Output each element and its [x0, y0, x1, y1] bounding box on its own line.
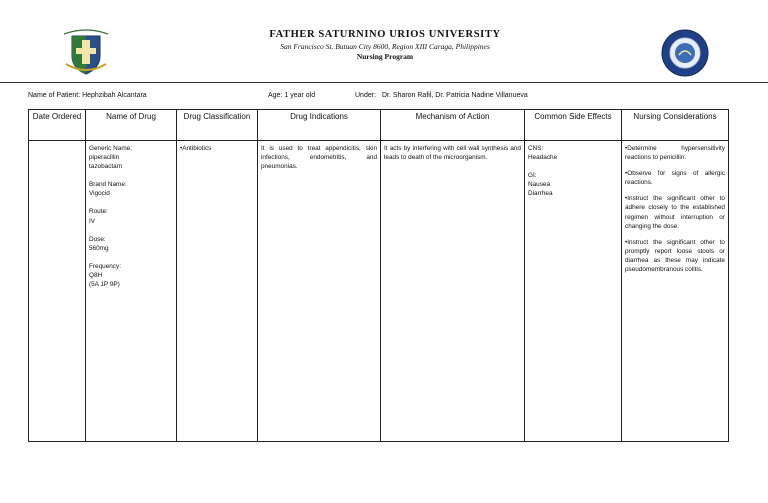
header-drug-classification: Drug Classification — [177, 110, 258, 141]
attending-physicians-line — [355, 92, 528, 99]
gi-label: GI: — [528, 172, 537, 180]
university-address: San Francisco St. Butuan City 8600, Region XIII Caraga, Philippines — [280, 42, 490, 51]
table-header-row — [29, 110, 729, 141]
document-header — [160, 29, 610, 61]
patient-age: 1 year old — [284, 92, 316, 99]
patient-age-label: Age: — [268, 92, 283, 99]
gi-effect-2: Diarrhea — [528, 190, 553, 198]
cell-mechanism-of-action: It acts by interfering with cell wall synthesis and leads to death of the microorganism. — [381, 141, 525, 442]
nursing-consideration-item: •Determine hypersensitivity reactions to penicillin. — [625, 145, 725, 162]
gi-effect-1: Nausea — [528, 181, 551, 189]
nursing-consideration-item: •Instruct the significant other to promptly report loose stools or diarrhea as these may indicate pseudomembranous colitis. — [625, 238, 725, 274]
program-name: Nursing Program — [356, 52, 414, 61]
nursing-consideration-item: •Instruct the significant other to adhere closely to the established regimen without interruption or changing the dose. — [625, 195, 725, 230]
cell-name-of-drug — [86, 141, 177, 442]
header-name-of-drug: Name of Drug — [86, 110, 177, 141]
brand-name: Vigocid — [89, 190, 110, 198]
dose-label: Dose: — [89, 235, 106, 243]
university-name: FATHER SATURNINO URIOS UNIVERSITY — [269, 29, 501, 40]
table-row — [29, 141, 729, 442]
patient-name-line — [28, 92, 147, 99]
generic-name-line2: tazobactam — [89, 163, 123, 171]
header-date-ordered: Date Ordered — [29, 110, 86, 141]
header-nursing-considerations: Nursing Considerations — [622, 110, 729, 141]
patient-name: Hephzibah Alcantara — [82, 92, 147, 99]
route: IV — [89, 217, 96, 225]
cell-common-side-effects — [525, 141, 622, 442]
generic-name-label: Generic Name: — [89, 145, 132, 152]
cell-drug-indications: It is used to treat appendicitis, skin infections, endometritis, and pneumonias. — [258, 141, 381, 442]
attending-physicians: Dr. Sharon Rafil, Dr. Patricia Nadine Villanueva — [381, 92, 528, 99]
header-divider — [0, 82, 768, 83]
header-common-side-effects: Common Side Effects — [525, 110, 622, 141]
drug-study-table — [28, 109, 729, 442]
cell-drug-classification: •Antibiotics — [177, 141, 258, 442]
header-drug-indications: Drug Indications — [258, 110, 381, 141]
patient-name-label: Name of Patient: — [28, 92, 81, 99]
university-shield-logo — [58, 24, 114, 76]
generic-name-line1: piperacillin — [89, 154, 120, 162]
cell-nursing-considerations — [622, 141, 729, 442]
cell-date-ordered — [29, 141, 86, 442]
under-label: Under: — [355, 92, 377, 99]
frequency-times: (5A 1P 9P) — [89, 281, 120, 289]
patient-age-line — [268, 92, 315, 99]
frequency: Q8H — [89, 271, 103, 279]
brand-name-label: Brand Name: — [89, 181, 127, 189]
frequency-label: Frequency: — [89, 262, 121, 270]
nursing-program-seal-logo — [660, 28, 710, 78]
cns-label: CNS: — [528, 145, 544, 152]
cns-effect: Headache — [528, 154, 558, 162]
header-mechanism-of-action: Mechanism of Action — [381, 110, 525, 141]
route-label: Route: — [89, 208, 108, 216]
dose: 560mg — [89, 244, 109, 252]
nursing-consideration-item: •Observe for signs of allergic reactions. — [625, 170, 725, 187]
